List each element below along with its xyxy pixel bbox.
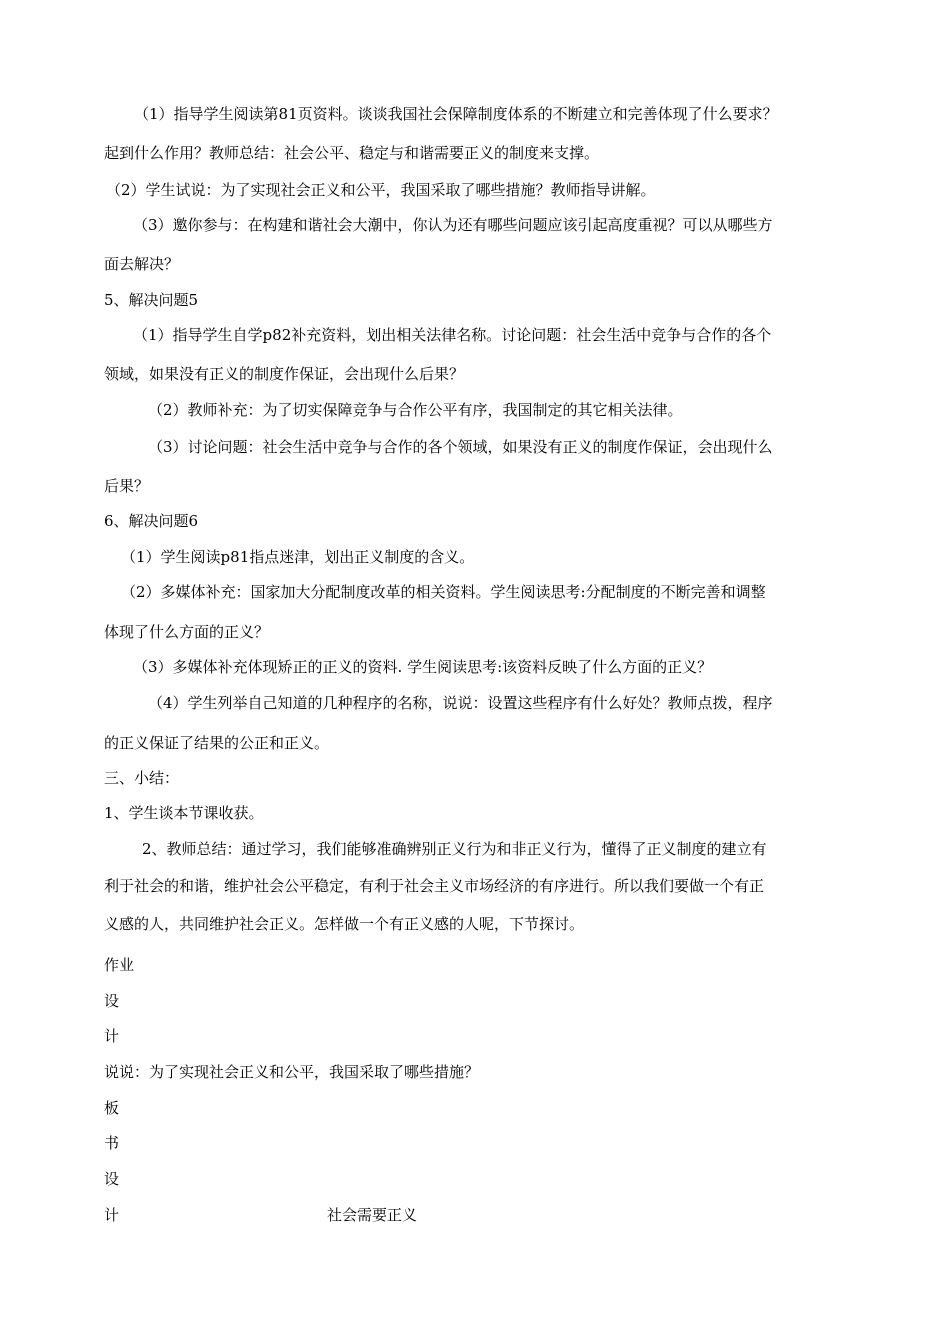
text-line: 义感的人，共同维护社会正义。怎样做一个有正义感的人呢，下节探讨。 (104, 915, 585, 933)
homework-text: 说说：为了实现社会正义和公平，我国采取了哪些措施？ (104, 1063, 480, 1081)
label-char: 书 (104, 1134, 120, 1152)
text-line: （2）教师补充：为了切实保障竞争与合作公平有序，我国制定的其它相关法律。 (148, 401, 683, 419)
text-line: （4）学生列举自己知道的几种程序的名称，说说：设置这些程序有什么好处？教师点拨，程序 (148, 694, 773, 712)
text-line: （2）学生试说：为了实现社会正义和公平，我国采取了哪些措施？教师指导讲解。 (106, 181, 656, 199)
section-heading: 三、小结： (104, 769, 180, 787)
board-title: 社会需要正义 (327, 1206, 418, 1224)
label-char: 设 (104, 992, 120, 1010)
text-line: 的正义保证了结果的公正和正义。 (104, 734, 330, 752)
label-homework: 作业 (104, 956, 135, 974)
text-line: （3）讨论问题：社会生活中竞争与合作的各个领域，如果没有正义的制度作保证，会出现什么 (148, 438, 773, 456)
text-line: （2）多媒体补充：国家加大分配制度改革的相关资料。学生阅读思考:分配制度的不断完善和调整 (121, 583, 766, 601)
text-line: 领域，如果没有正义的制度作保证，会出现什么后果？ (104, 365, 465, 383)
text-line: 后果？ (104, 477, 150, 495)
text-line: （1）指导学生自学p82补充资料，划出相关法律名称。讨论问题：社会生活中竞争与合作的各个 (133, 326, 772, 344)
label-char: 计 (104, 1027, 120, 1045)
text-line: （3）邀你参与：在构建和谐社会大潮中，你认为还有哪些问题应该引起高度重视？可以从哪些方 (133, 216, 773, 234)
text-line: 5、解决问题5 (104, 291, 199, 309)
text-line: 1、学生谈本节课收获。 (104, 804, 264, 822)
text-line: （1）指导学生阅读第81页资料。谈谈我国社会保障制度体系的不断建立和完善体现了什么要求？ (134, 105, 778, 123)
text-line: 面去解决？ (104, 255, 180, 273)
label-char: 板 (104, 1099, 120, 1117)
text-line: 起到什么作用？教师总结：社会公平、稳定与和谐需要正义的制度来支撑。 (104, 144, 600, 162)
text-line: 体现了什么方面的正义？ (104, 623, 270, 641)
text-line: 6、解决问题6 (104, 512, 199, 530)
text-line: 2、教师总结：通过学习，我们能够准确辨别正义行为和非正义行为，懂得了正义制度的建立有 (142, 840, 767, 858)
label-char: 计 (104, 1206, 120, 1224)
label-char: 设 (104, 1170, 120, 1188)
text-line: （3）多媒体补充体现矫正的正义的资料. 学生阅读思考:该资料反映了什么方面的正义？ (133, 658, 713, 676)
text-line: （1）学生阅读p81指点迷津，划出正义制度的含义。 (121, 548, 475, 566)
text-line: 利于社会的和谐，维护社会公平稳定，有利于社会主义市场经济的有序进行。所以我们要做一个有正 (104, 877, 765, 895)
